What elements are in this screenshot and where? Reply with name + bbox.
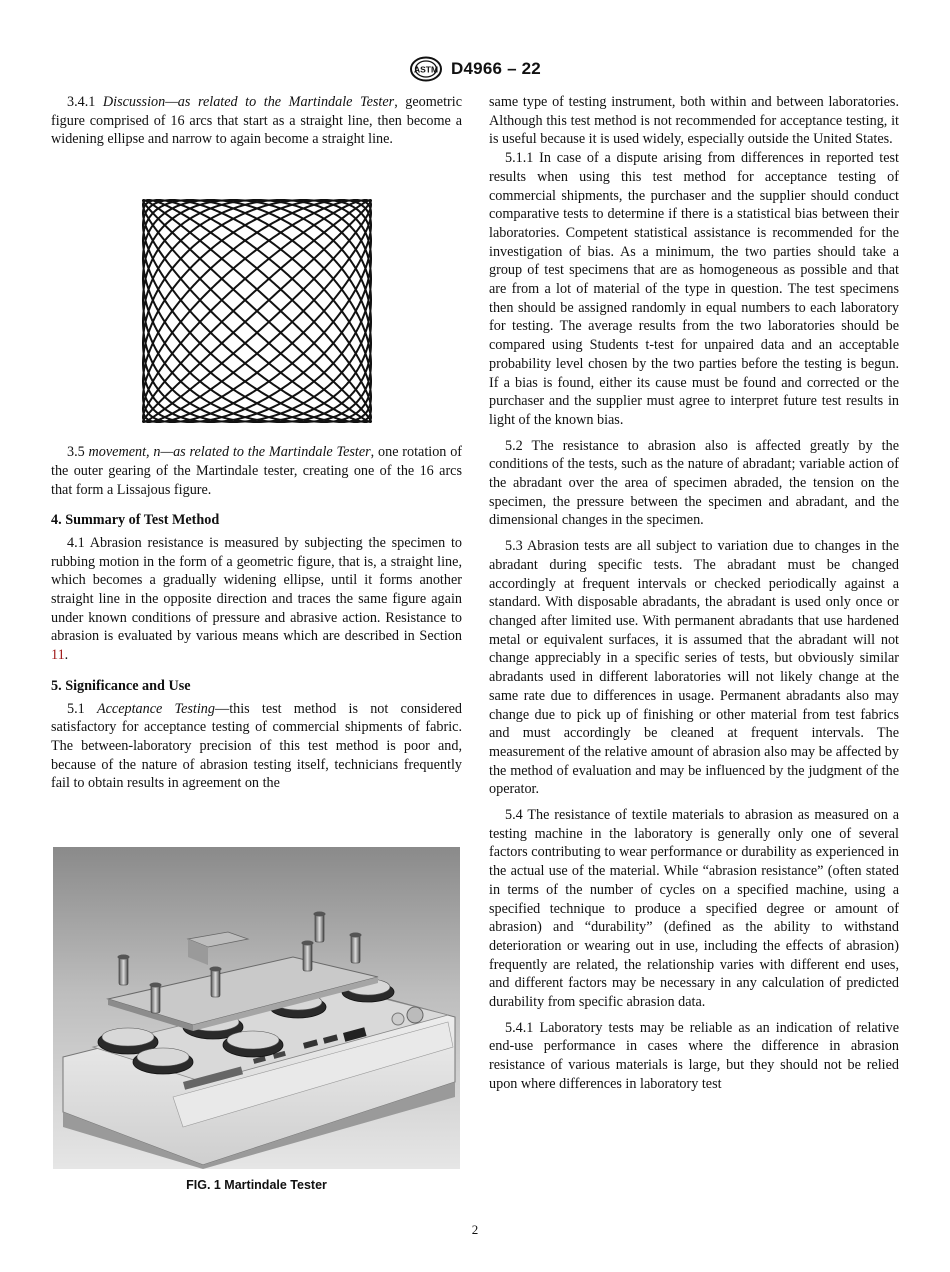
- paragraph-3-5: 3.5 movement, n—as related to the Martindale Tester, one rotation of the outer gearing of the Martindale tester, creating one of the 16 arcs that form a Lissajous figure.: [51, 444, 463, 498]
- paragraph-5-1: 5.1 Acceptance Testing—this test method is not considered satisfactory for acceptance testing of commercial shipments of fabric. The between-laboratory precision of this test method is poor and, because of the nature of abrasion testing itself, technicians frequently fail to obtain results in agreement on the: [51, 700, 462, 792]
- section-11-link[interactable]: 11: [51, 647, 65, 664]
- term-movement: movement, n—as related to the Martindale Tester: [88, 444, 371, 461]
- paragraph-4-1: 4.1 Abrasion resistance is measured by subjecting the specimen to rubbing motion in the form of a geometric figure, that is, a straight line, which becomes a gradually widening ellipse, until it forms another straight line in the opposite direction and traces the same figure again under known conditions of pressure and abrasive action. Resistance to abrasion is evaluated by various means which are described in Section 11.: [51, 534, 462, 664]
- paragraph-5-2: 5.2 The resistance to abrasion also is affected greatly by the conditions of the tests, such as the nature of abradant; variable action of the abradant over the area of specimen abraded, the tension on the specimen, the pressure between the specimen and abradant, and the dimensional changes in the specimen.: [489, 437, 899, 529]
- section-heading-4: 4. Summary of Test Method: [51, 512, 220, 529]
- figure-caption: FIG. 1 Martindale Tester: [186, 1178, 327, 1192]
- paragraph-5-3: 5.3 Abrasion tests are all subject to variation due to changes in the abradant during specific tests. The abradant must be changed accordingly at frequent intervals or checked periodically against a standard. With disposable abradants, the abradant is used only once or changed after limited use. With permanent abradants that use hardened metal or equivalent surfaces, it is assumed that the abradant will not change appreciably in a specific series of tests, but obviously similar abradants used in different laboratories will not likely change at the same rate due to differences in usage. Permanent abradants also may change due to pick up of finishing or other material from test fabrics and must accordingly be cleaned at frequent intervals. The measurement of the relative amount of abrasion also may be affected by the method of evaluation and may be influenced by the judgment of the operator.: [489, 538, 899, 798]
- paragraph-5-1-continued: same type of testing instrument, both within and between laboratories. Although this test method is not recommended for acceptance testing, it is useful because it is used widely, especially outside the United States.: [489, 94, 899, 148]
- page-header: [0, 56, 950, 82]
- paragraph-3-4-1: 3.4.1 Discussion—as related to the Martindale Tester, geometric figure comprised of 16 arcs that start as a straight line, then become a widening ellipse and narrow to again become a straight line.: [51, 94, 463, 148]
- astm-logo-icon: [409, 56, 443, 82]
- martindale-tester-photo: [53, 847, 460, 1169]
- right-column: [489, 93, 899, 1094]
- paragraph-5-1-1: 5.1.1 In case of a dispute arising from differences in reported test results when using this test method for acceptance testing of commercial shipments, the purchaser and the supplier should conduct comparative tests to determine if there is a statistical bias between their laboratories. Competent statistical assistance is recommended for the investigation of bias. As a minimum, the two parties should take a group of test specimens that are as homogeneous as possible and that are from a lot of material of the type in question. The test specimens then should be assigned randomly in equal numbers to each laboratory for testing. The average results from the two laboratories should be compared using Students t-test for unpaired data and an acceptable probability level chosen by the two parties before the testing is begun. If a bias is found, either its cause must be found and corrected or the purchaser and the supplier must agree to interpret future test results in light of the known bias.: [489, 150, 899, 428]
- term-discussion: Discussion—as related to the Martindale Tester: [102, 94, 395, 110]
- paragraph-5-4: 5.4 The resistance of textile materials to abrasion as measured on a testing machine in the laboratory is generally only one of several factors contributing to wear performance or durability as experienced in the actual use of the material. While “abrasion resistance” (often stated in terms of the number of cycles on a specified machine, using a specified technique to produce a specified degree or amount of abrasion) and “durability” (defined as the ability to withstand deterioration or wearing out in use, including the effects of abrasion) frequently are related, the relationship varies with different end uses, and different factors may be necessary in any calculation of predicted durability from specific abrasion data.: [489, 807, 899, 1011]
- paragraph-5-4-1: 5.4.1 Laboratory tests may be reliable as an indication of relative end-use performance in cases where the difference in abrasion resistance of various materials is large, but they should not be relied upon where differences in laboratory test: [489, 1019, 899, 1092]
- document-id: D4966 – 22: [451, 59, 541, 78]
- lissajous-curve: [143, 200, 371, 422]
- svg-text:ASTM: ASTM: [414, 64, 439, 75]
- lissajous-figure: [139, 196, 375, 426]
- section-heading-5: 5. Significance and Use: [51, 677, 191, 694]
- page-number: 2: [471, 1222, 479, 1237]
- term-acceptance-testing: Acceptance Testing: [96, 700, 215, 717]
